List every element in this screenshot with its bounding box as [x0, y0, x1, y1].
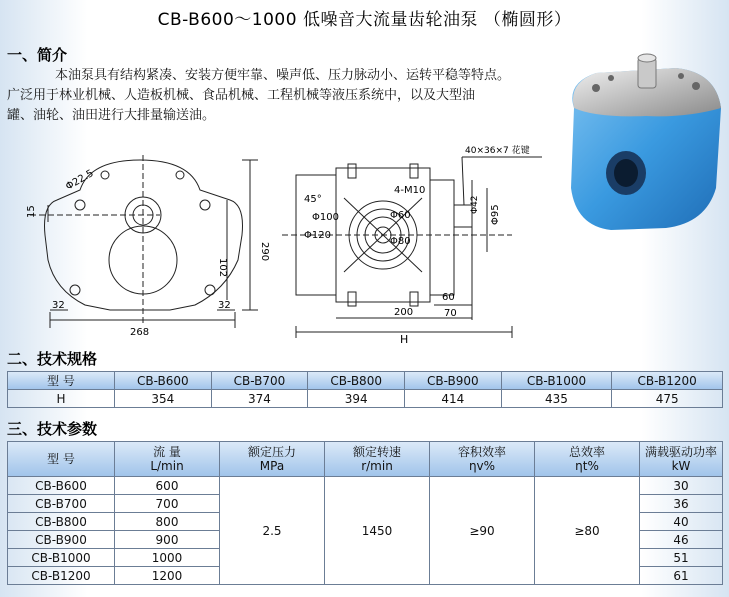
pressure-cell: 2.5 — [220, 477, 325, 585]
dim-200: 200 — [394, 307, 414, 318]
flow-cell: 1200 — [115, 567, 220, 585]
flow-cell: 800 — [115, 513, 220, 531]
intro-line-2: 广泛用于林业机械、人造板机械、食品机械、工程机械等液压系统中，以及大型油 — [7, 88, 476, 103]
spec-header-cell: CB-B800 — [308, 372, 405, 390]
spec-header-cell: 型 号 — [8, 372, 115, 390]
dim-70: 70 — [444, 308, 457, 319]
intro-line-1: 本油泵具有结构紧凑、安装方便牢靠、噪声低、压力脉动小、运转平稳等特点。 — [55, 68, 511, 83]
dim-phi100: Φ100 — [312, 212, 339, 223]
spec-cell: 414 — [404, 390, 501, 408]
dim-60: 60 — [442, 292, 455, 303]
pump-product-image — [556, 38, 728, 238]
flow-cell: 900 — [115, 531, 220, 549]
spec-cell: 354 — [115, 390, 212, 408]
front-view-drawing — [20, 150, 280, 345]
power-cell: 40 — [640, 513, 723, 531]
dim-4-m10: 4-M10 — [394, 185, 426, 196]
dim-phi95: Φ95 — [490, 204, 501, 225]
dim-h: H — [400, 333, 409, 345]
page-title: CB-B600～1000 低噪音大流量齿轮油泵 （椭圆形） — [157, 10, 572, 30]
spec-cell: 394 — [308, 390, 405, 408]
model-cell: CB-B600 — [8, 477, 115, 495]
spec-table — [7, 371, 723, 408]
power-cell: 30 — [640, 477, 723, 495]
spec-cell: 374 — [211, 390, 308, 408]
param-header-vol-eff: 容积效率 ηv% — [430, 442, 535, 477]
dim-15: 15 — [26, 205, 37, 218]
dim-spline: 40×36×7 花键 — [465, 146, 530, 156]
dim-32-right: 32 — [218, 300, 231, 311]
param-header-speed: 额定转速 r/min — [325, 442, 430, 477]
side-view-drawing — [282, 140, 554, 345]
table-row — [8, 477, 723, 495]
flow-cell: 1000 — [115, 549, 220, 567]
param-header-row — [8, 442, 723, 477]
spec-cell: H — [8, 390, 115, 408]
dim-phi22-5: Φ22.5 — [64, 168, 96, 193]
model-cell: CB-B700 — [8, 495, 115, 513]
spec-header-cell: CB-B900 — [404, 372, 501, 390]
intro-text — [7, 66, 547, 126]
model-cell: CB-B800 — [8, 513, 115, 531]
model-cell: CB-B1000 — [8, 549, 115, 567]
param-header-power: 满载驱动功率 kW — [640, 442, 723, 477]
power-cell: 46 — [640, 531, 723, 549]
flow-cell: 600 — [115, 477, 220, 495]
param-header-model: 型 号 — [8, 442, 115, 477]
spec-cell: 435 — [501, 390, 612, 408]
param-table — [7, 441, 723, 585]
spec-header-cell: CB-B700 — [211, 372, 308, 390]
dim-phi60: Φ60 — [390, 210, 411, 221]
dim-102: 102 — [217, 258, 228, 278]
vol-eff-cell: ≥90 — [430, 477, 535, 585]
intro-line-3: 罐、油轮、油田进行大排量输送油。 — [7, 108, 216, 123]
power-cell: 36 — [640, 495, 723, 513]
spec-value-row — [8, 390, 723, 408]
spec-header-cell: CB-B600 — [115, 372, 212, 390]
dim-268: 268 — [130, 327, 150, 338]
dim-290: 290 — [259, 242, 270, 262]
dim-32-left: 32 — [52, 300, 65, 311]
param-header-total-eff: 总效率 ηt% — [535, 442, 640, 477]
dim-45-deg: 45° — [304, 194, 322, 205]
flow-cell: 700 — [115, 495, 220, 513]
speed-cell: 1450 — [325, 477, 430, 585]
spec-header-row — [8, 372, 723, 390]
power-cell: 61 — [640, 567, 723, 585]
model-cell: CB-B900 — [8, 531, 115, 549]
spec-cell: 475 — [612, 390, 723, 408]
dim-phi120: Φ120 — [304, 230, 331, 241]
spec-header-cell: CB-B1000 — [501, 372, 612, 390]
power-cell: 51 — [640, 549, 723, 567]
model-cell: CB-B1200 — [8, 567, 115, 585]
param-heading: 三、技术参数 — [7, 420, 98, 438]
dim-phi80: Φ80 — [390, 236, 411, 247]
spec-header-cell: CB-B1200 — [612, 372, 723, 390]
total-eff-cell: ≥80 — [535, 477, 640, 585]
param-header-flow: 流 量 L/min — [115, 442, 220, 477]
dim-phi42: Φ42 — [470, 195, 480, 214]
param-header-pressure: 额定压力 MPa — [220, 442, 325, 477]
spec-heading: 二、技术规格 — [7, 350, 98, 368]
intro-heading: 一、简介 — [7, 46, 68, 64]
